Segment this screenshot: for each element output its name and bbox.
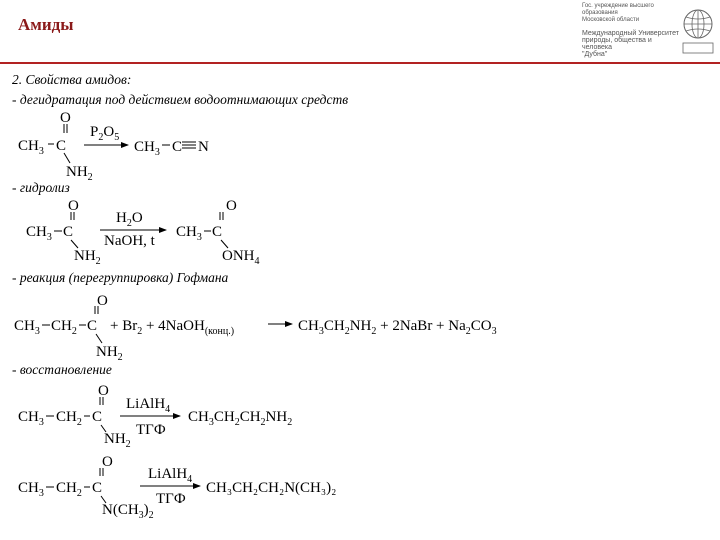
svg-text:C: C bbox=[56, 138, 67, 154]
svg-text:CH2: $CH_2$ bbox=[56, 409, 82, 428]
reaction-hofmann bbox=[14, 293, 497, 363]
svg-text:CH3: $CH_3$ bbox=[134, 139, 160, 158]
svg-text:CH3CH2CH2NH2: $CH_3CH_2CH_2NH_2$ bbox=[188, 409, 293, 428]
slide-title: Амиды bbox=[18, 15, 74, 34]
svg-text:NaOH, t: NaOH, t bbox=[104, 233, 155, 249]
svg-text:CH₃CH₂CH₂N(CH₃)₂: CH₃CH₂CH₂N(CH₃)₂ bbox=[206, 480, 337, 496]
reaction-reduction-1 bbox=[18, 383, 292, 450]
svg-text:C: C bbox=[212, 224, 223, 240]
item-hydrolysis: - гидролиз bbox=[12, 180, 70, 195]
svg-text:NH2: $NH_2$ bbox=[104, 431, 131, 450]
svg-text:O: O bbox=[97, 293, 108, 309]
svg-text:O: O bbox=[98, 383, 109, 399]
svg-text:LiAlH4: LiAlH$_4$ bbox=[126, 396, 171, 415]
reaction-reduction-2 bbox=[18, 454, 336, 521]
svg-text:H2O: $H_2O$ bbox=[116, 210, 143, 229]
logo-text: Гос. учреждение высшего образования Московской области Международный Университет природы, общества и человека "Дубна" bbox=[582, 3, 679, 58]
svg-text:CH3: $CH_3$ bbox=[18, 409, 44, 428]
section-heading: 2. Свойства амидов: bbox=[12, 72, 132, 87]
svg-text:C: C bbox=[172, 139, 183, 155]
svg-text:O: O bbox=[226, 198, 237, 214]
reaction-hydrolysis bbox=[26, 198, 260, 267]
reagent-p2o5: $P_2O_5$ bbox=[90, 124, 120, 143]
svg-text:ТГФ: ТГФ bbox=[156, 491, 186, 507]
svg-text:ТГФ: ТГФ bbox=[136, 422, 166, 438]
reaction-dehydration bbox=[18, 110, 209, 183]
svg-text:CH2: $CH_2$ bbox=[51, 318, 77, 337]
svg-text:CH3: $CH_3$ bbox=[26, 224, 52, 243]
svg-text:LiAlH4: LiAlH$_4$ bbox=[148, 466, 193, 485]
svg-text:O: O bbox=[68, 198, 79, 214]
svg-text:O: O bbox=[60, 110, 71, 126]
svg-text:C: C bbox=[92, 480, 103, 496]
svg-text:NH2: $NH_2$ bbox=[74, 248, 101, 267]
svg-text:CH2: $CH_2$ bbox=[56, 480, 82, 499]
svg-text:O: O bbox=[102, 454, 113, 470]
svg-text:CH3: $CH_3$ bbox=[176, 224, 202, 243]
svg-text:ONH4: $ONH_4$ bbox=[222, 248, 260, 267]
svg-text:CH3CH2NH2 + 2NaBr + Na2CO3: $CH_3CH_2NH_2$ + 2NaBr + $Na_2CO_3$ bbox=[298, 318, 497, 337]
svg-text:NH2: $NH_2$ bbox=[96, 344, 123, 363]
svg-text:CH3: $CH_3$ bbox=[18, 480, 44, 499]
svg-text:C: C bbox=[87, 318, 98, 334]
svg-text:C: C bbox=[63, 224, 74, 240]
item-hofmann: - реакция (перегруппировка) Гофмана bbox=[12, 270, 229, 285]
svg-text:NH2: $NH_2$ bbox=[66, 164, 93, 183]
item-dehydration: - дегидратация под действием водоотнимающих средств bbox=[12, 92, 349, 107]
svg-text:C: C bbox=[92, 409, 103, 425]
svg-text:N(CH3)2: $N(CH_3)_2$ bbox=[102, 502, 154, 521]
item-reduction: - восстановление bbox=[12, 362, 112, 377]
svg-text:N: N bbox=[198, 139, 209, 155]
svg-text:CH3: $CH_3$ bbox=[18, 138, 44, 157]
svg-text:+ Br2 + 4NaOH(конц.): + $Br_2$ + 4NaOH$_{(конц.)}$ bbox=[110, 318, 235, 337]
svg-text:CH3: $CH_3$ bbox=[14, 318, 40, 337]
